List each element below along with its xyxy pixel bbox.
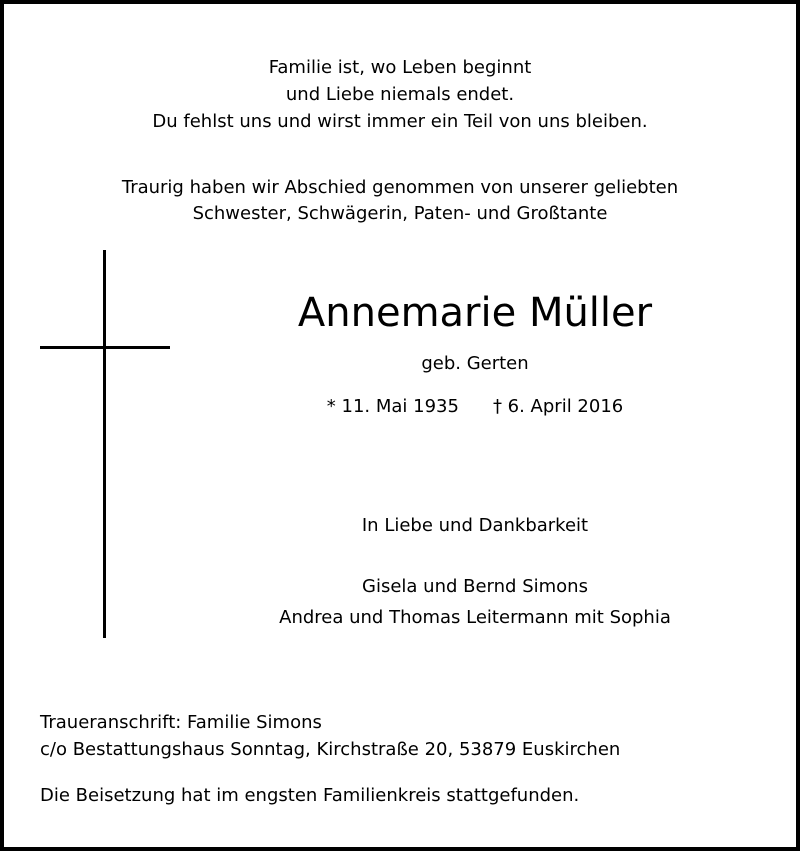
address-line-1: Traueranschrift: Familie Simons	[40, 712, 322, 733]
death-date: † 6. April 2016	[492, 396, 624, 417]
deceased-name: Annemarie Müller	[297, 290, 653, 336]
intro-line-1: Traurig haben wir Abschied genommen von unserer geliebten	[121, 177, 679, 198]
closing-text: In Liebe und Dankbarkeit	[361, 515, 589, 536]
mourner-line-1: Gisela und Bernd Simons	[362, 576, 588, 597]
verse-line-1: Familie ist, wo Leben beginnt	[268, 57, 532, 78]
cross-icon-horizontal	[40, 346, 170, 349]
maiden-name: geb. Gerten	[421, 353, 529, 374]
intro-line-2: Schwester, Schwägerin, Paten- und Großtante	[192, 203, 608, 224]
life-dates	[150, 395, 800, 419]
address-line-2: c/o Bestattungshaus Sonntag, Kirchstraße 20, 53879 Euskirchen	[40, 739, 621, 760]
burial-note: Die Beisetzung hat im engsten Familienkreis stattgefunden.	[40, 785, 580, 806]
verse-line-2: und Liebe niemals endet.	[285, 84, 515, 105]
birth-date: * 11. Mai 1935	[326, 396, 459, 417]
verse-line-3: Du fehlst uns und wirst immer ein Teil von uns bleiben.	[152, 111, 648, 132]
cross-icon-vertical	[103, 250, 106, 638]
mourner-line-2: Andrea und Thomas Leitermann mit Sophia	[279, 607, 671, 628]
